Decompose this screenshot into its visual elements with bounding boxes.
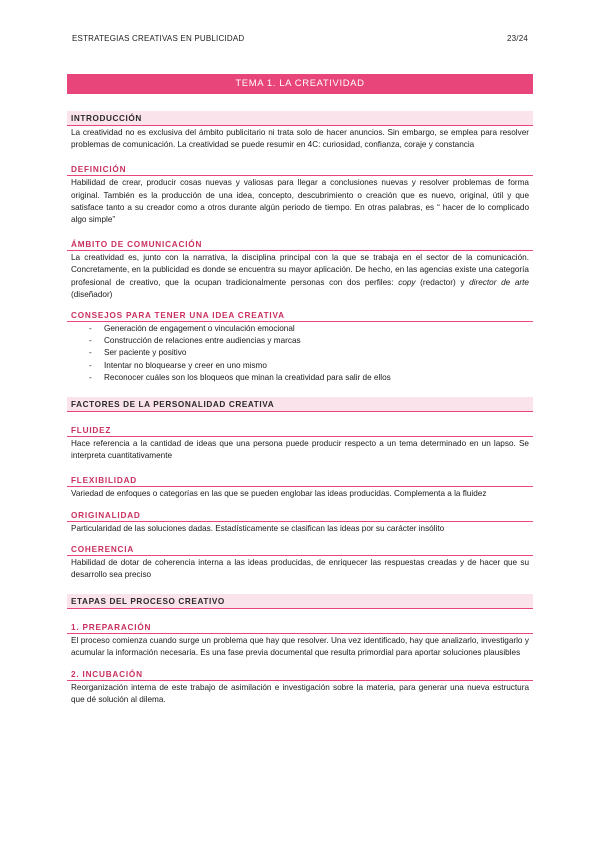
coherencia-text: Habilidad de dotar de coherencia interna a las ideas producidas, de enriquecer las respuestas creadas y de hacer que su desarrollo sea preciso [71, 557, 529, 580]
section-heading-factores: FACTORES DE LA PERSONALIDAD CREATIVA [67, 397, 533, 412]
list-item: - Reconocer cuáles son los bloqueos que minan la creatividad para salir de ellos [89, 372, 533, 384]
course-title: ESTRATEGIAS CREATIVAS EN PUBLICIDAD [72, 34, 245, 43]
originalidad-text: Particularidad de las soluciones dadas. Estadísticamente se clasifican las ideas por su carácter insólito [71, 523, 445, 533]
dash-marker: - [89, 360, 92, 370]
list-item: - Intentar no bloquearse y creer en uno mismo [89, 360, 533, 372]
consejos-list [67, 322, 533, 384]
flexibilidad-text: Variedad de enfoques o categorías en las que se pueden englobar las ideas producidas. Complementa a la fluidez [71, 489, 487, 499]
subheading-incubacion: 2. INCUBACIÓN [67, 669, 533, 681]
page-header [72, 34, 528, 48]
subheading-definicion: DEFINICIÓN [67, 164, 533, 176]
ambito-copy: copy [398, 277, 416, 287]
subheading-originalidad: ORIGINALIDAD [67, 510, 533, 522]
incubacion-text: Reorganización interna de este trabajo de asimilación e investigación sobre la materia, para generar una nueva estructura que dé solución al dilema. [71, 682, 529, 704]
ambito-director-note: (diseñador) [71, 289, 113, 299]
document-body [67, 74, 533, 706]
fluidez-text: Hace referencia a la cantidad de ideas que una persona puede producir respecto a un tema determinado en un lapso. Se interpreta cuantitativamente [71, 439, 529, 461]
section-heading-introduccion: INTRODUCCIÓN [67, 111, 533, 126]
list-item: - Generación de engagement o vinculación emocional [89, 323, 533, 335]
dash-marker: - [89, 348, 92, 358]
list-item: - Construcción de relaciones entre audiencias y marcas [89, 335, 533, 347]
subheading-preparacion: 1. PREPARACIÓN [67, 622, 533, 634]
ambito-director: director de arte [469, 277, 529, 287]
page-number: 23/24 [506, 34, 528, 43]
tema-title: TEMA 1. LA CREATIVIDAD [67, 74, 533, 94]
definicion-text: Habilidad de crear, producir cosas nuevas y valiosas para llegar a conclusiones nuevas y resolver problemas de forma original. También es la producción de una idea, concepto, descubrimiento o creación que es nuevo, original, útil y que satisface tanto a su creador como a otros durante algún periodo de tiempo. En otras palabras, es “ hacer de lo complicado algo simple” [71, 178, 529, 225]
dash-marker: - [89, 372, 92, 382]
section-heading-etapas: ETAPAS DEL PROCESO CREATIVO [67, 594, 533, 609]
subheading-flexibilidad: FLEXIBILIDAD [67, 475, 533, 487]
subheading-coherencia: COHERENCIA [67, 544, 533, 556]
list-item: - Ser paciente y positivo [89, 347, 533, 359]
ambito-copy-note: (redactor) y [415, 277, 470, 287]
subheading-consejos: CONSEJOS PARA TENER UNA IDEA CREATIVA [67, 310, 533, 322]
dash-marker: - [89, 324, 92, 334]
dash-marker: - [89, 336, 92, 346]
subheading-ambito: ÁMBITO DE COMUNICACIÓN [67, 239, 533, 251]
introduccion-text: La creatividad no es exclusiva del ámbito publicitario ni trata solo de hacer anuncios. Sin embargo, se emplea para resolver problemas de comunicación. La creatividad se puede resumir en 4C: curiosidad, confianza, coraje y constancia [71, 128, 529, 150]
ambito-text [67, 251, 533, 301]
ambito-text-main: La creatividad es, junto con la narrativa, la disciplina principal con la que se trabaja en el sector de la comunicación. Concretamente, en la publicidad es donde se encuentra su mayor aplicación. De hecho, en las agencias existe una categoría profesional de creativo, que la ocupan tradicionalmente personas con dos perfiles: [71, 253, 529, 287]
subheading-fluidez: FLUIDEZ [67, 425, 533, 437]
preparacion-text: El proceso comienza cuando surge un problema que hay que resolver. Una vez identificado, hay que analizarlo, investigarlo y acumular la información necesaria. Es una fase previa documental que resulta primordial para aportar soluciones plausibles [71, 636, 529, 658]
